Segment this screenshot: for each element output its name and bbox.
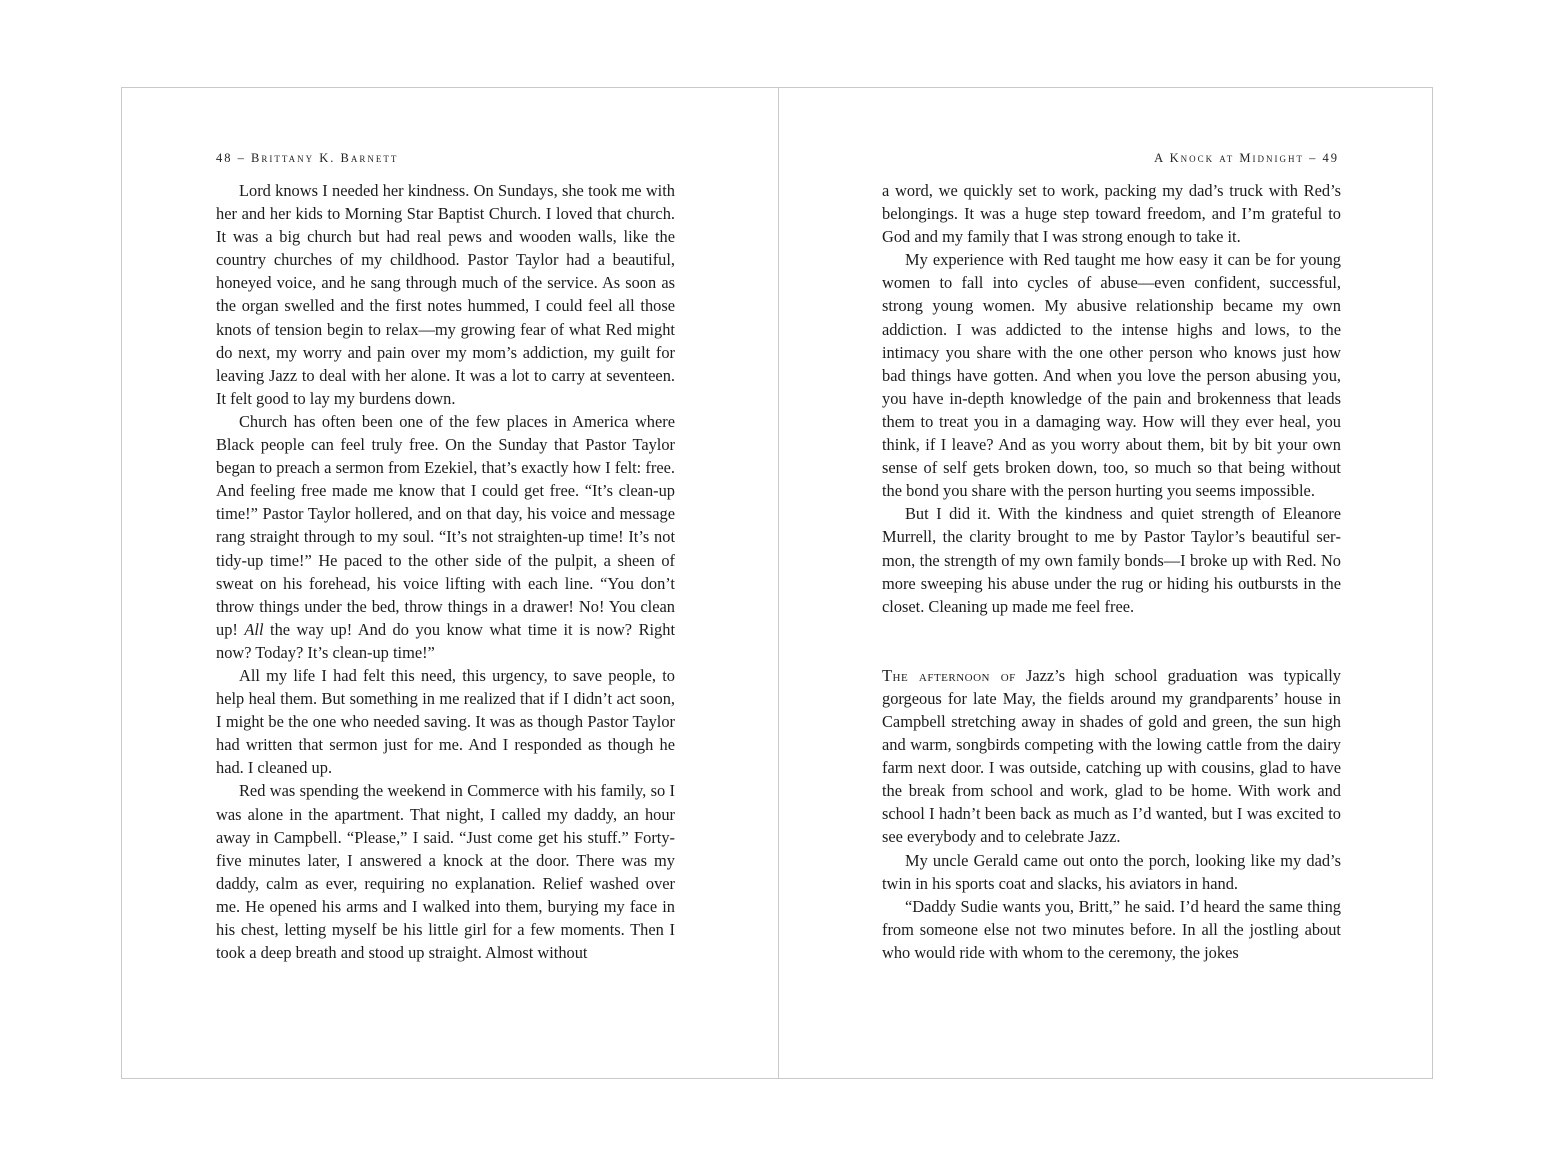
section-opening-paragraph: The afternoon of Jazz’s high school graduation was typically gorgeous for late May, the fields around my grandparents’ house in Campbell stretching away in shades of gold and green, the sun high and warm, songbirds competing with the lowing cattle from the dairy farm next door. I was outside, catching up with cousins, glad to have the break from school and work, glad to be home. With work and school I hadn’t been back as much as I’d wanted, but I was excited to see everybody and to celebrate Jazz. bbox=[882, 665, 1341, 847]
paragraph: “Daddy Sudie wants you, Britt,” he said. I’d heard the same thing from someone else not two minutes before. In all the jostling about who would ride with whom to the ceremony, the jokes bbox=[882, 896, 1341, 962]
paragraph: But I did it. With the kindness and quiet strength of Eleanore Murrell, the clarity brought to me by Pastor Taylor’s beautiful sermon, the strength of my own family bonds—I broke up with Red. No more sweeping his abuse under the rug or hiding his outbursts in the closet. Cleaning up made me feel free. bbox=[882, 504, 1341, 616]
paragraph: a word, we quickly set to work, packing my dad’s truck with Red’s belongings. It was a huge step toward freedom, and I’m grateful to God and my family that I was strong enough to take it. bbox=[882, 181, 1341, 247]
right-page-text bbox=[882, 179, 1341, 964]
left-page bbox=[122, 88, 778, 1078]
paragraph: Lord knows I needed her kindness. On Sundays, she took me with her and her kids to Morning Star Baptist Church. I loved that church. It was a big church but had real pews and wooden walls, like the country churches of my childhood. Pastor Taylor had a beautiful, honeyed voice, and he sang through much of the service. As soon as the organ swelled and the first notes hummed, I could feel all those knots of tension begin to relax—my growing fear of what Red might do next, my worry and pain over my mom’s addiction, my guilt for leaving Jazz to deal with her alone. It was a lot to carry at seventeen. It felt good to lay my burdens down. bbox=[216, 181, 675, 408]
emphasis-text: All bbox=[244, 619, 264, 639]
paragraph: My experience with Red taught me how easy it can be for young women to fall into cycles of abuse—even confident, successful, strong young women. My abusive relationship became my own addiction. I was addicted to the intense highs and lows, to the intimacy you share with the one other person who knows just how bad things have gotten. And when you love the person abusing you, you have in-depth knowledge of the pain and brokenness that leads them to treat you in a damaging way. How will they ever heal, you think, if I leave? And as you worry about them, bit by bit your own sense of self gets broken down, too, so much so that being without the bond you share with the person hurting you seems impossible. bbox=[882, 250, 1341, 501]
paragraph: Red was spending the weekend in Commerce with his family, so I was alone in the apartment. That night, I called my daddy, an hour away in Campbell. “Please,” I said. “Just come get his stuff.” Forty-five minutes later, I answered a knock at the door. There was my daddy, calm as ever, requiring no explanation. Relief washed over me. He opened his arms and I walked into them, burying my face in his chest, letting myself be his little girl for a few moments. Then I took a deep breath and stood up straight. Almost without bbox=[216, 781, 675, 963]
small-caps-lead-in: The afternoon of bbox=[882, 665, 1016, 685]
book-spread bbox=[121, 87, 1433, 1079]
running-head-right: A Knock at Midnight – 49 bbox=[1154, 151, 1339, 165]
section-break bbox=[882, 618, 1341, 664]
running-head-left: 48 – Brittany K. Barnett bbox=[216, 151, 399, 165]
paragraph: My uncle Gerald came out onto the porch, looking like my dad’s twin in his sports coat and slacks, his aviators in hand. bbox=[882, 850, 1341, 893]
paragraph: All my life I had felt this need, this urgency, to save people, to help heal them. But something in me realized that if I didn’t act soon, I might be the one who needed saving. It was as though Pastor Taylor had written that sermon just for me. And I responded as though he had. I cleaned up. bbox=[216, 665, 675, 778]
paragraph: Church has often been one of the few places in America where Black people can feel truly free. On the Sunday that Pastor Taylor began to preach a sermon from Ezekiel, that’s exactly how I felt: free. And feeling free made me know that I could get free. “It’s clean-up time!” Pastor Taylor hollered, and on that day, his voice and message rang straight through to my soul. “It’s not straighten-up time! It’s not tidy-up time!” He paced to the other side of the pulpit, a sheen of sweat on his forehead, his voice lifting with each line. “You don’t throw things under the bed, throw things in a drawer! No! You clean up! All the way up! And do you know what time it is now? Right now? Today? It’s clean-up time!” bbox=[216, 411, 676, 662]
right-page bbox=[779, 88, 1434, 1078]
left-page-text bbox=[216, 179, 675, 964]
